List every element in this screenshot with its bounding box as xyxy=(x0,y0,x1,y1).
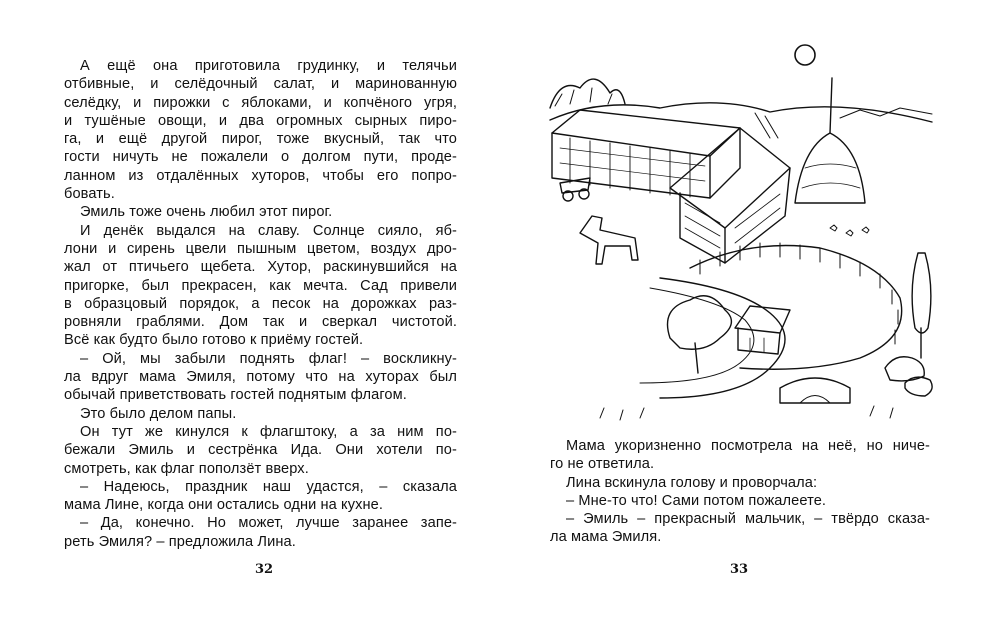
text-line: Он тут же кинулся к флагштоку, а за ним по- xyxy=(80,423,457,440)
text-line: А ещё она приготовила грудинку, и телячьи xyxy=(80,58,457,74)
text-line: мама Лине, когда они остались одни на кухне. xyxy=(64,497,384,514)
text-line: И денёк выдался на славу. Солнце сияло, яб- xyxy=(80,222,457,239)
text-line: – Мне-то что! Сами потом пожалеете. xyxy=(566,492,827,509)
text-line: – Надеюсь, праздник наш удастся, – сказала xyxy=(80,478,457,495)
tree-garden xyxy=(668,296,732,349)
right-page-text xyxy=(550,437,930,547)
horse xyxy=(580,216,638,264)
text-line: Эмиль тоже очень любил этот пирог. xyxy=(80,204,333,221)
text-line: га, и ещё другой пирог, тоже вкусный, так что xyxy=(64,131,457,148)
text-line: Мама укоризненно посмотрела на неё, но ниче- xyxy=(566,438,930,454)
text-line: в образцовый порядок, а песок на дорожках раз- xyxy=(64,295,457,312)
text-line: бежали Эмиль и сестрёнка Ида. Они хотели по- xyxy=(64,442,457,459)
text-line: смотреть, как флаг поползёт вверх. xyxy=(64,460,309,477)
text-line: и тушёные овощи, и два огромных сырных пиро- xyxy=(64,112,457,129)
text-line: Всё как будто было готово к приёму гостей. xyxy=(64,332,364,349)
text-line: – Эмиль – прекрасный мальчик, – твёрдо сказа- xyxy=(566,511,930,528)
text-line: ла мама Эмиля. xyxy=(550,529,662,546)
tree-right xyxy=(912,253,931,333)
chickens xyxy=(830,225,869,236)
text-line: реть Эмиля? – предложила Лина. xyxy=(64,533,296,550)
text-line: лони и сирень цвели пышным цветом, воздух дро- xyxy=(64,240,457,257)
text-line: обычай приветствовать гостей поднятым флагом. xyxy=(64,387,407,404)
text-line: ла вдруг мама Эмиля, потому что на хуторах был xyxy=(64,369,457,386)
long-barn xyxy=(552,110,740,156)
text-line: гости ничуть не пожалели о долгом пути, проде- xyxy=(64,149,457,166)
path xyxy=(660,278,785,398)
farmstead-illustration xyxy=(540,38,940,426)
text-line: – Ой, мы забыли поднять флаг! – воскликну- xyxy=(80,350,457,367)
tree-top-left xyxy=(550,79,625,108)
text-line: Это было делом папы. xyxy=(80,405,237,422)
text-line: – Да, конечно. Но может, лучше заранее запе- xyxy=(80,515,457,532)
text-line: ровняли граблями. Дом так и сверкал чистотой. xyxy=(64,314,457,331)
small-shed xyxy=(735,306,790,333)
bridge xyxy=(780,378,850,403)
text-line: ланном из отдалённых хуторов, чтобы его попро- xyxy=(64,167,457,184)
text-line: селёдку, и пирожки с яблоками, и копчёного угря, xyxy=(64,94,457,111)
page-number-right: 33 xyxy=(730,562,749,577)
moon-icon xyxy=(795,45,815,65)
page-number-left: 32 xyxy=(255,562,274,577)
text-line: отбивные, и селёдочный салат, и маринованную xyxy=(64,76,457,93)
text-line: Лина вскинула голову и проворчала: xyxy=(566,474,818,491)
left-page-text xyxy=(64,57,457,551)
text-line: бовать. xyxy=(64,186,115,203)
text-line: жал от птичьего щебета. Хутор, раскинувшийся на xyxy=(64,259,457,276)
text-line: го не ответила. xyxy=(550,456,655,473)
text-line: пригорке, был прекрасен, как мечта. Сад привели xyxy=(64,277,457,294)
